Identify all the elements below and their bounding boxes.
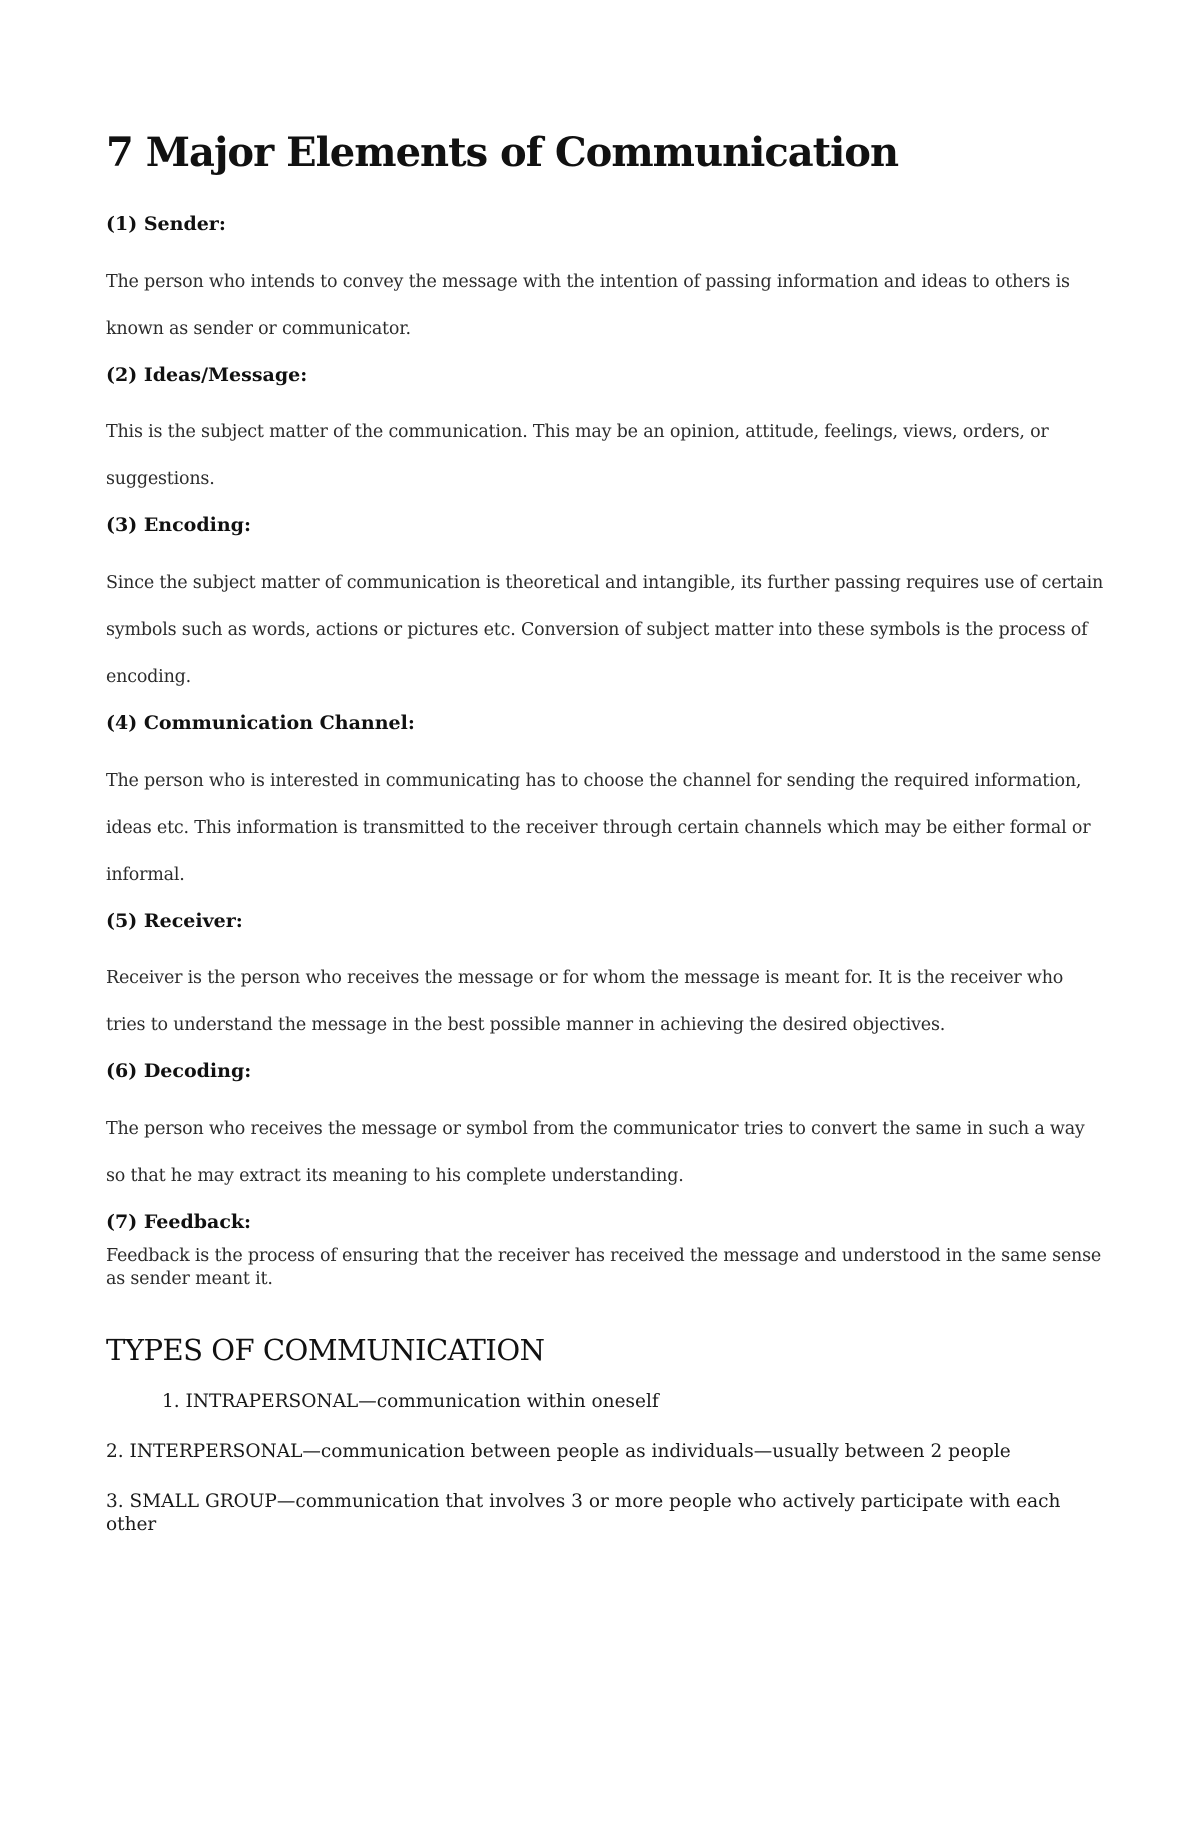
type-item-interpersonal: 2. INTERPERSONAL—communication between people as individuals—usually between 2 people <box>106 1440 1011 1462</box>
section-feedback <box>106 1210 1106 1291</box>
section-body: Receiver is the person who receives the message or for whom the message is meant for. It is the receiver who tries to understand the message in the best possible manner in achieving the desired objectives. <box>106 968 1064 1036</box>
document-title: 7 Major Elements of Communication <box>106 129 899 176</box>
section-heading: (6) Decoding: <box>106 1060 252 1083</box>
section-body: This is the subject matter of the communication. This may be an opinion, attitude, feelings, views, orders, or suggestions. <box>106 422 1049 490</box>
section-heading: (5) Receiver: <box>106 909 243 932</box>
section-body: The person who intends to convey the message with the intention of passing information and ideas to others is known as sender or communicator. <box>106 271 1070 339</box>
section-body: The person who is interested in communicating has to choose the channel for sending the required information, ideas etc. This information is transmitted to the receiver through certain channels which may be either formal or informal. <box>106 770 1091 885</box>
section-receiver <box>106 909 1106 1050</box>
type-item-intrapersonal: 1. INTRAPERSONAL—communication within oneself <box>162 1390 659 1412</box>
section-body: The person who receives the message or symbol from the communicator tries to convert the same in such a way so that he may extract its meaning to his complete understanding. <box>106 1119 1085 1187</box>
section-body: Since the subject matter of communication is theoretical and intangible, its further passing requires use of certain symbols such as words, actions or pictures etc. Conversion of subject matter into these symbols is the process of encoding. <box>106 573 1104 688</box>
section-ideas-message <box>106 363 1106 504</box>
type-item-small-group: 3. SMALL GROUP—communication that involves 3 or more people who actively participate with each other <box>106 1490 1061 1535</box>
section-body: Feedback is the process of ensuring that the receiver has received the message and understood in the same sense as sender meant it. <box>106 1245 1102 1289</box>
section-decoding <box>106 1059 1106 1200</box>
document-content <box>106 130 1106 1562</box>
section-encoding <box>106 513 1106 701</box>
types-heading: TYPES OF COMMUNICATION <box>106 1332 545 1367</box>
section-heading: (4) Communication Channel: <box>106 712 415 735</box>
section-heading: (7) Feedback: <box>106 1211 252 1234</box>
section-sender <box>106 212 1106 353</box>
section-heading: (2) Ideas/Message: <box>106 363 308 386</box>
section-heading: (1) Sender: <box>106 213 226 235</box>
section-heading: (3) Encoding: <box>106 514 251 537</box>
section-communication-channel <box>106 711 1106 899</box>
